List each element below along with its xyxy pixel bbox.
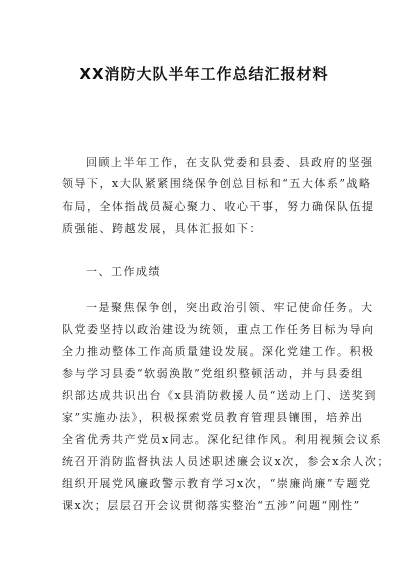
paragraph-line: 质强能、跨越发展，具体汇报如下： — [62, 222, 262, 235]
paragraph-line: 家”实施办法》，积极探索党员教育管理县镶围，培养出 — [62, 411, 364, 424]
paragraph-line: 课x次；层层召开会议贯彻落实整治“五涉”问题“刚性” — [62, 499, 361, 512]
paragraph-line: 一是聚焦保争创，突出政治引领、牢记使命任务。大 — [86, 301, 374, 314]
paragraph-line: 参与学习县委“软弱涣散”党组织整顿活动，并与县委组 — [62, 367, 364, 380]
paragraph-line: 组织开展党风廉政警示教育学习x次，“崇廉尚廉”专题党 — [62, 477, 372, 490]
paragraph-line: 织部达成共识出台《x县消防救援人员“送动上门、送奖到 — [62, 389, 377, 402]
paragraph-line: 回顾上半年工作，在支队党委和县委、县政府的坚强 — [86, 156, 374, 169]
paragraph-line: 布局，全体指战员凝心聚力、收心干事，努力确保队伍提 — [62, 200, 375, 213]
section-heading: 一、工作成绩 — [86, 265, 161, 278]
paragraph-line: 全力推动整体工作高质量建设发展。深化党建工作。积极 — [62, 345, 375, 358]
paragraph-line: 统召开消防监督执法人员述职述廉会议x次，参会x余人次； — [62, 455, 390, 468]
document-title: XX消防大队半年工作总结汇报材料 — [79, 65, 329, 83]
paragraph-line: 领导下，x大队紧紧围绕保争创总目标和“五大体系”战略 — [62, 177, 372, 190]
paragraph-line: 队党委坚持以政治建设为统领，重点工作任务目标为导向 — [62, 323, 375, 336]
paragraph-line: 全省优秀共产党员x同志。深化纪律作风。利用视频会议系 — [62, 433, 383, 446]
